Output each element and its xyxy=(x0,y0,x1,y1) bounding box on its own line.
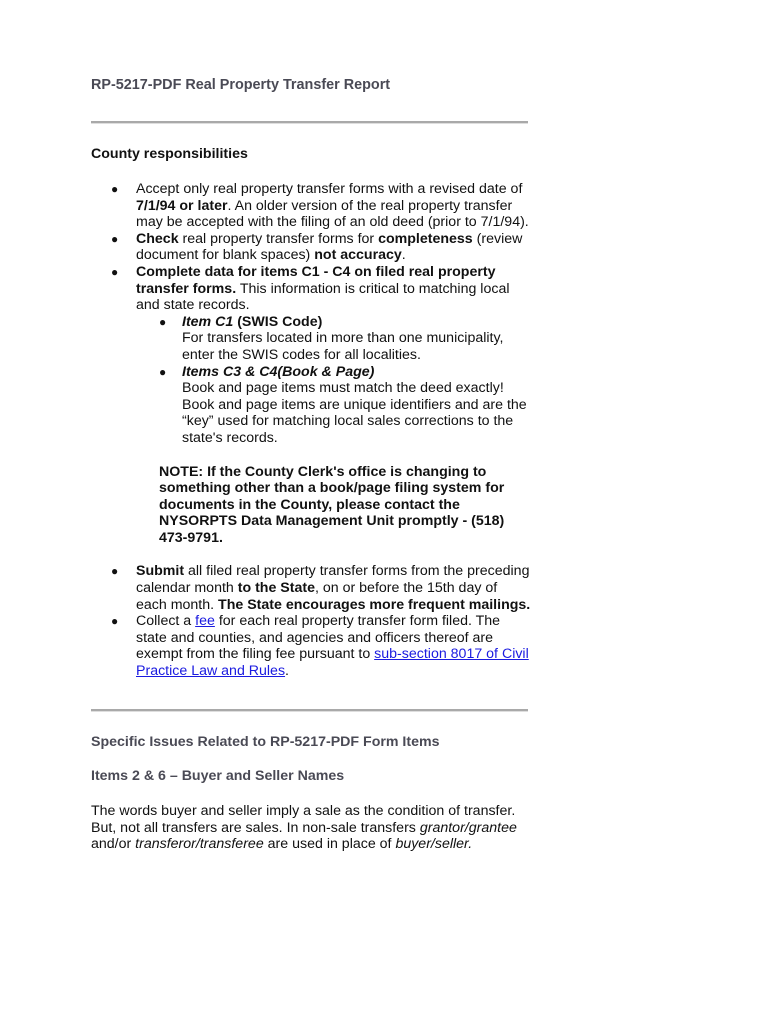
sub-list-item: ● Item C1 (SWIS Code) For transfers located in more than one municipality, enter the SWIS codes for all localities. xyxy=(159,313,504,363)
section-title: Specific Issues Related to RP-5217-PDF Form Items xyxy=(91,734,440,750)
note-text: NOTE: If the County Clerk's office is changing to something other than a book/page filing system for documents in the County, please contact the NYSORPTS Data Management Unit promptly - (518) 473-9791. xyxy=(159,463,505,546)
page-title: RP-5217-PDF Real Property Transfer Report xyxy=(91,77,391,93)
list-item: ● Check real property transfer forms for completeness (review document for blank spaces) not accuracy. xyxy=(111,230,523,264)
list-item: ● Accept only real property transfer forms with a revised date of 7/1/94 or later. An older version of the real property transfer may be accepted with the filing of an old deed (prior to 7/1/94). xyxy=(111,181,529,231)
section-subtitle: Items 2 & 6 – Buyer and Seller Names xyxy=(91,768,345,784)
cplr-8017-link[interactable]: sub-section 8017 of Civil Practice Law and Rules xyxy=(136,646,529,680)
list-item: ● Submit all filed real property transfer forms from the preceding calendar month to the State, on or before the 15th day of each month. The State encourages more frequent mailings. xyxy=(111,563,531,613)
county-heading: County responsibilities xyxy=(91,146,248,162)
fee-link[interactable]: fee xyxy=(195,613,215,630)
list-item: ● Collect a fee for each real property transfer form filed. The state and counties, and agencies and officers thereof are exempt from the filing fee pursuant to sub-section 8017 of Civil Practice Law and Rules. xyxy=(111,613,529,680)
bullet-icon: ● xyxy=(111,264,119,279)
bullet-icon: ● xyxy=(159,314,167,329)
bullet-icon: ● xyxy=(111,231,119,246)
bullet-icon: ● xyxy=(111,614,119,629)
sub-list-item: ● Items C3 & C4(Book & Page) Book and page items must match the deed exactly! Book and page items are unique identifiers and are the “key” used for matching local sales corrections to the state's records. xyxy=(159,363,527,446)
divider xyxy=(91,709,528,712)
divider xyxy=(91,121,528,124)
list-item: ● Complete data for items C1 - C4 on filed real property transfer forms. This information is critical to matching local and state records. xyxy=(111,263,510,314)
bullet-icon: ● xyxy=(159,364,167,379)
body-paragraph: The words buyer and seller imply a sale as the condition of transfer. But, not all transfers are sales. In non-sale transfers grantor/grantee and/or transferor/transferee are used in place of buyer/seller. xyxy=(91,803,517,853)
bullet-icon: ● xyxy=(111,182,119,196)
county-list xyxy=(91,181,531,680)
bullet-icon: ● xyxy=(111,564,119,579)
